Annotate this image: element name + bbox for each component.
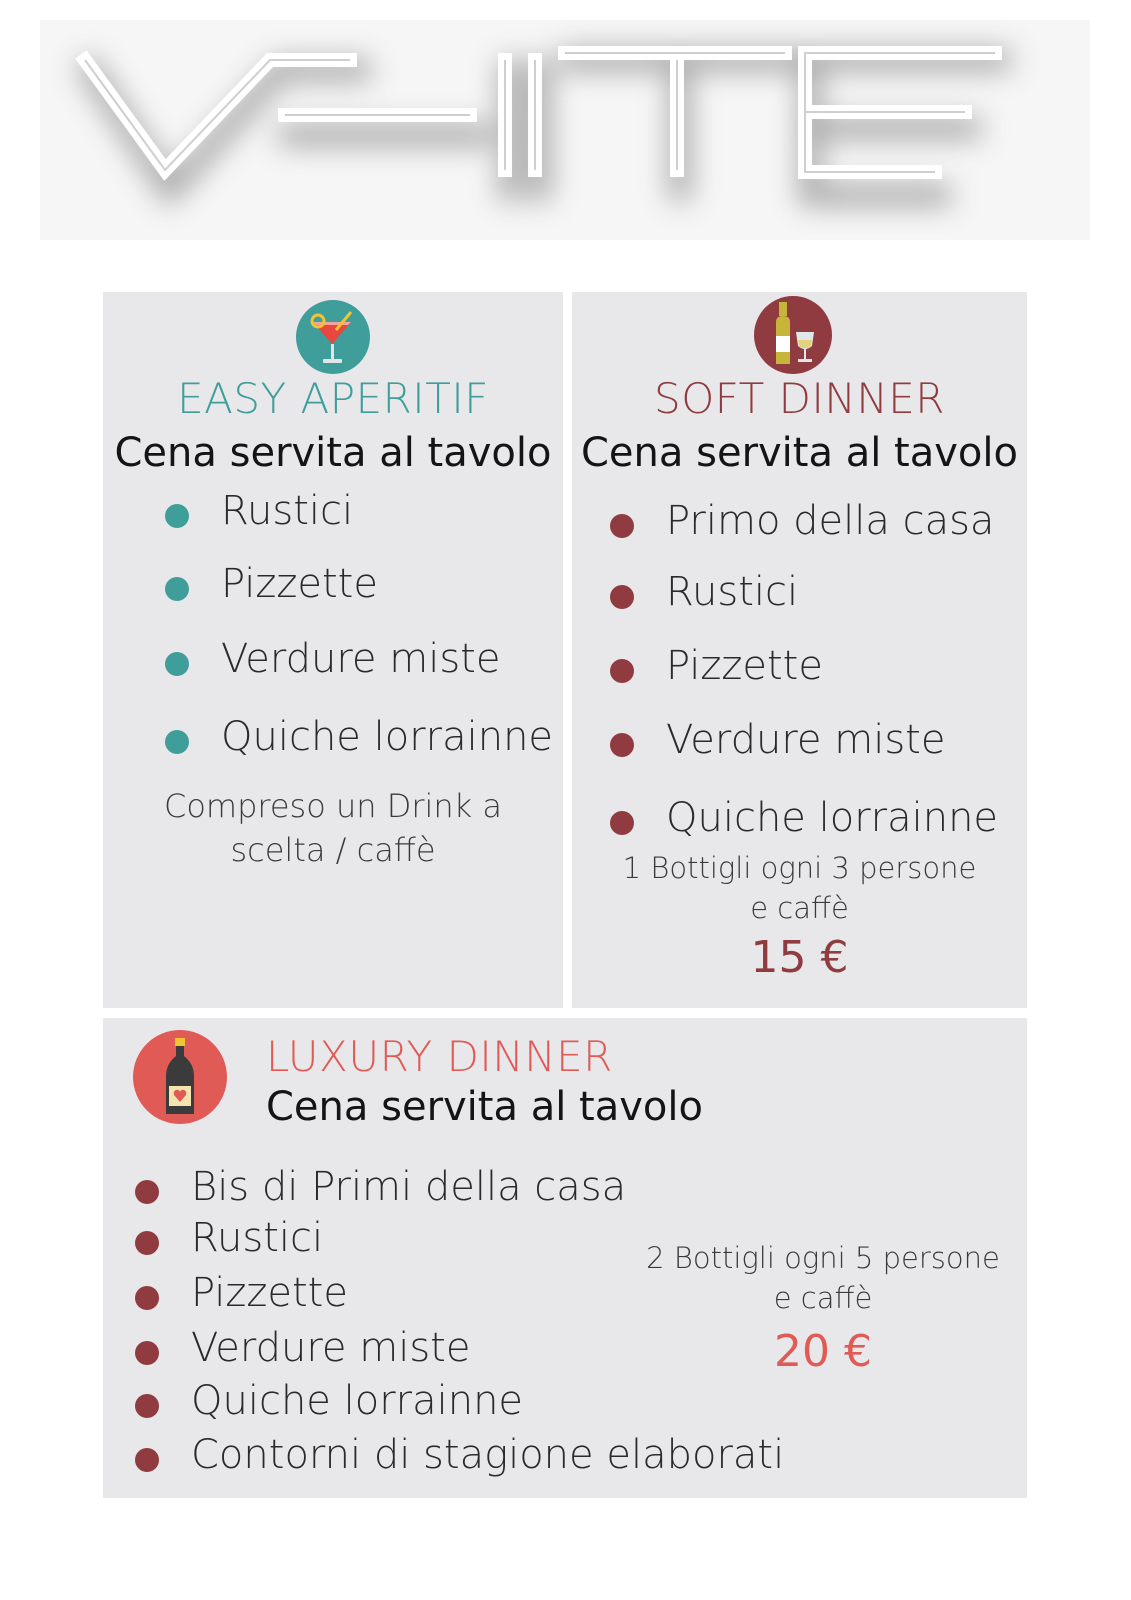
bullet-dot xyxy=(610,733,634,757)
menu-title: EASY APERITIF xyxy=(177,374,489,423)
menu-note xyxy=(643,1238,1003,1318)
list-item: Rustici xyxy=(221,488,354,534)
bullet-dot xyxy=(610,585,634,609)
bullet-dot xyxy=(165,577,189,601)
bullet-dot xyxy=(135,1231,159,1255)
list-item: Verdure miste xyxy=(666,717,946,763)
menu-note xyxy=(103,784,563,872)
menu-card-luxury-dinner xyxy=(103,1018,1027,1498)
white-logo xyxy=(40,20,1090,240)
bullet-dot xyxy=(135,1394,159,1418)
cocktail-icon xyxy=(296,300,370,374)
list-item: Pizzette xyxy=(221,561,378,607)
bullet-dot xyxy=(610,811,634,835)
wine-bottle-glass-icon xyxy=(754,296,832,374)
menu-card-soft-dinner xyxy=(572,292,1027,1008)
list-item: Rustici xyxy=(666,569,799,615)
bullet-dot xyxy=(165,652,189,676)
note-line: scelta / caffè xyxy=(230,831,436,869)
menu-note xyxy=(572,848,1027,928)
list-item: Primo della casa xyxy=(666,498,995,544)
bullet-dot xyxy=(165,504,189,528)
bullet-dot xyxy=(135,1341,159,1365)
menu-card-easy-aperitif xyxy=(103,292,563,1008)
note-line: 2 Bottigli ogni 5 persone xyxy=(646,1241,1000,1275)
bullet-dot xyxy=(165,730,189,754)
menu-title: LUXURY DINNER xyxy=(266,1032,613,1081)
list-item: Contorni di stagione elaborati xyxy=(191,1432,785,1478)
list-item: Verdure miste xyxy=(191,1325,471,1371)
bullet-dot xyxy=(135,1448,159,1472)
list-item: Pizzette xyxy=(666,643,823,689)
note-line: 1 Bottigli ogni 3 persone xyxy=(622,851,977,885)
logo-banner xyxy=(40,20,1090,240)
menu-price: 15 € xyxy=(750,932,849,983)
bullet-dot xyxy=(610,514,634,538)
champagne-bottle-icon xyxy=(133,1030,227,1124)
list-item: Verdure miste xyxy=(221,636,501,682)
list-item: Quiche lorrainne xyxy=(221,714,554,760)
list-item: Bis di Primi della casa xyxy=(191,1164,627,1210)
menu-subtitle: Cena servita al tavolo xyxy=(266,1084,703,1130)
note-line: Compreso un Drink a xyxy=(164,787,502,825)
list-item: Quiche lorrainne xyxy=(666,795,999,841)
note-line: e caffè xyxy=(750,891,849,925)
list-item: Rustici xyxy=(191,1215,324,1261)
bullet-dot xyxy=(135,1180,159,1204)
menu-subtitle: Cena servita al tavolo xyxy=(114,430,552,476)
note-line: e caffè xyxy=(773,1281,873,1315)
menu-title: SOFT DINNER xyxy=(654,374,945,423)
bullet-dot xyxy=(610,659,634,683)
menu-price: 20 € xyxy=(774,1326,872,1377)
list-item: Pizzette xyxy=(191,1270,348,1316)
bullet-dot xyxy=(135,1286,159,1310)
menu-subtitle: Cena servita al tavolo xyxy=(581,430,1018,476)
list-item: Quiche lorrainne xyxy=(191,1378,524,1424)
